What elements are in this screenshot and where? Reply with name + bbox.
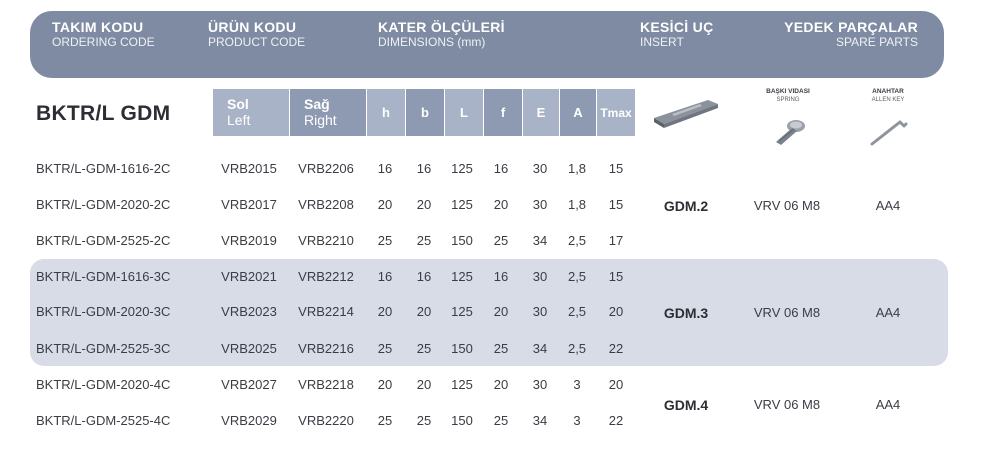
spare-key-en: ALLEN KEY	[871, 97, 905, 103]
column-L: L	[445, 89, 483, 136]
header-product-en: PRODUCT CODE	[208, 35, 306, 49]
header-insert-en: INSERT	[640, 35, 684, 49]
header-dimensions-en: DIMENSIONS (mm)	[378, 35, 486, 49]
cell-l: 125	[451, 197, 473, 212]
group-spring: VRV 06 M8	[753, 305, 821, 320]
allen-key-icon	[866, 112, 910, 148]
group-key: AA4	[875, 397, 901, 412]
cell-e: 30	[532, 269, 548, 284]
cell-left: VRB2017	[221, 197, 277, 212]
cell-e: 34	[532, 413, 548, 428]
cell-right: VRB2206	[298, 161, 354, 176]
cell-h: 20	[377, 197, 393, 212]
group-key: AA4	[875, 198, 901, 213]
cell-code: BKTR/L-GDM-1616-2C	[36, 161, 171, 176]
column-left	[213, 89, 289, 136]
cell-e: 30	[532, 377, 548, 392]
cell-l: 125	[451, 161, 473, 176]
cell-code: BKTR/L-GDM-2525-2C	[36, 233, 171, 248]
cell-h: 25	[377, 341, 393, 356]
cell-a: 1,8	[567, 197, 587, 212]
cell-right: VRB2214	[298, 304, 354, 319]
screw-icon	[772, 118, 806, 148]
cell-f: 25	[493, 341, 509, 356]
cell-b: 20	[416, 197, 432, 212]
cell-left: VRB2025	[221, 341, 277, 356]
cell-h: 25	[377, 233, 393, 248]
cell-right: VRB2208	[298, 197, 354, 212]
cell-l: 125	[451, 304, 473, 319]
spare-spring-en: SPRING	[776, 97, 800, 103]
cell-left: VRB2027	[221, 377, 277, 392]
header-ordering-tr: TAKIM KODU	[52, 19, 144, 35]
cell-a: 2,5	[567, 304, 587, 319]
header-product-code	[208, 19, 305, 49]
cell-code: BKTR/L-GDM-2525-4C	[36, 413, 171, 428]
cell-a: 3	[573, 413, 581, 428]
column-b: b	[406, 89, 444, 136]
cell-f: 20	[493, 377, 509, 392]
column-f: f	[484, 89, 522, 136]
cell-a: 2,5	[567, 341, 587, 356]
cell-e: 34	[532, 341, 548, 356]
cell-b: 20	[416, 377, 432, 392]
cell-tmax: 20	[608, 304, 624, 319]
product-family-title: BKTR/L GDM	[36, 102, 171, 125]
cell-tmax: 22	[608, 341, 624, 356]
group-key: AA4	[875, 305, 901, 320]
column-left-tr: Sol	[227, 96, 249, 112]
cell-code: BKTR/L-GDM-2525-3C	[36, 341, 171, 356]
insert-icon	[652, 96, 720, 132]
cell-l: 150	[451, 233, 473, 248]
cell-left: VRB2023	[221, 304, 277, 319]
group-spring: VRV 06 M8	[753, 397, 821, 412]
header-dimensions	[378, 19, 505, 49]
column-Tmax: Tmax	[597, 89, 635, 136]
column-right-en: Right	[304, 112, 337, 128]
cell-tmax: 22	[608, 413, 624, 428]
cell-l: 125	[451, 269, 473, 284]
cell-b: 25	[416, 413, 432, 428]
cell-l: 150	[451, 341, 473, 356]
column-A: A	[560, 89, 596, 136]
cell-left: VRB2029	[221, 413, 277, 428]
cell-tmax: 15	[608, 161, 624, 176]
group-insert: GDM.3	[663, 305, 709, 321]
cell-e: 30	[532, 197, 548, 212]
cell-h: 16	[377, 269, 393, 284]
cell-h: 25	[377, 413, 393, 428]
spare-key-head	[852, 88, 924, 104]
header-spare-parts	[784, 19, 918, 49]
cell-a: 2,5	[567, 269, 587, 284]
cell-f: 16	[493, 269, 509, 284]
cell-right: VRB2220	[298, 413, 354, 428]
header-insert-tr: KESİCİ UÇ	[640, 19, 714, 35]
spare-spring-tr: BAŞKI VIDASI	[766, 88, 810, 95]
spare-key-tr: ANAHTAR	[872, 88, 904, 95]
cell-h: 20	[377, 304, 393, 319]
cell-a: 3	[573, 377, 581, 392]
cell-h: 20	[377, 377, 393, 392]
cell-code: BKTR/L-GDM-2020-2C	[36, 197, 171, 212]
spare-spring-head	[752, 88, 824, 104]
cell-left: VRB2015	[221, 161, 277, 176]
cell-a: 2,5	[567, 233, 587, 248]
cell-right: VRB2212	[298, 269, 354, 284]
cell-tmax: 20	[608, 377, 624, 392]
column-left-en: Left	[227, 112, 251, 128]
header-product-tr: ÜRÜN KODU	[208, 19, 297, 35]
cell-right: VRB2216	[298, 341, 354, 356]
cell-l: 150	[451, 413, 473, 428]
cell-f: 25	[493, 233, 509, 248]
cell-e: 30	[532, 304, 548, 319]
cell-f: 25	[493, 413, 509, 428]
cell-f: 20	[493, 304, 509, 319]
cell-tmax: 17	[608, 233, 624, 248]
header-spare-tr: YEDEK PARÇALAR	[784, 19, 918, 35]
cell-right: VRB2210	[298, 233, 354, 248]
header-ordering-en: ORDERING CODE	[52, 35, 155, 49]
cell-f: 20	[493, 197, 509, 212]
cell-a: 1,8	[567, 161, 587, 176]
header-ordering-code	[52, 19, 155, 49]
cell-b: 25	[416, 233, 432, 248]
cell-h: 16	[377, 161, 393, 176]
group-insert: GDM.2	[663, 198, 709, 214]
cell-f: 16	[493, 161, 509, 176]
cell-e: 34	[532, 233, 548, 248]
cell-l: 125	[451, 377, 473, 392]
cell-b: 20	[416, 304, 432, 319]
cell-b: 16	[416, 161, 432, 176]
column-h: h	[367, 89, 405, 136]
header-insert	[640, 19, 714, 49]
header-dimensions-tr: KATER ÖLÇÜLERİ	[378, 19, 505, 35]
column-E: E	[523, 89, 559, 136]
cell-code: BKTR/L-GDM-2020-3C	[36, 304, 171, 319]
cell-code: BKTR/L-GDM-1616-3C	[36, 269, 171, 284]
cell-e: 30	[532, 161, 548, 176]
cell-right: VRB2218	[298, 377, 354, 392]
cell-tmax: 15	[608, 197, 624, 212]
group-insert: GDM.4	[663, 397, 709, 413]
column-right	[290, 89, 366, 136]
cell-b: 16	[416, 269, 432, 284]
cell-b: 25	[416, 341, 432, 356]
header-spare-en: SPARE PARTS	[835, 35, 918, 49]
group-spring: VRV 06 M8	[753, 198, 821, 213]
cell-code: BKTR/L-GDM-2020-4C	[36, 377, 171, 392]
cell-left: VRB2021	[221, 269, 277, 284]
cell-left: VRB2019	[221, 233, 277, 248]
column-right-tr: Sağ	[304, 96, 330, 112]
cell-tmax: 15	[608, 269, 624, 284]
